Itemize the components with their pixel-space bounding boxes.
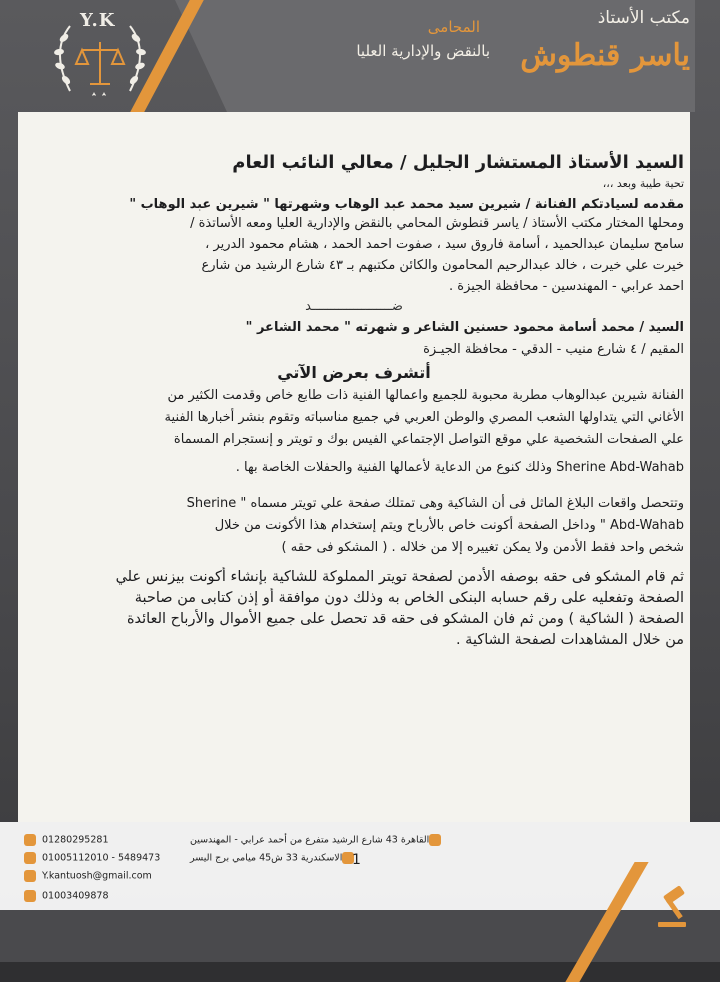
phone-contact: 01003409878 [24,890,109,902]
phone-icon [24,852,36,864]
gavel-icon [650,882,700,932]
address-line: القاهرة 43 شارع الرشيد متفرع من أحمد عرابي - المهندسين [190,834,447,846]
intro-line: مقدمه لسيادتكم الفنانة / شيرين سيد محمد عبد الوهاب وشهرتها " شيرين عبد الوهاب " [129,197,684,212]
document-body [24,150,684,651]
paragraph-line: من خلال المشاهدات لصفحة الشاكية . [455,632,684,648]
intro-line: احمد عرابي - المهندسين - محافظة الجيزة . [449,279,684,294]
against-divider: ضـــــــــــــــــــــد [305,299,403,314]
page-number: 1 [352,852,361,868]
section-subheading: أتشرف بعرض الآتي [277,363,431,382]
paragraph-line: الصفحة ( الشاكية ) ومن ثم فان المشكو فى حقه قد تحصل على جميع الأموال والأرباح العائدة [126,611,684,627]
paragraph-line: Sherine Abd-Wahab وذلك كنوع من الدعاية لأعمالها الفنية والحفلات الخاصة بها . [235,460,684,475]
lawyer-specialization: بالنقض والإدارية العليا [356,42,490,60]
phone-contact: 01280295281 [24,834,109,846]
logo-initials: Y.K [80,10,116,31]
paragraph-line: ثم قام المشكو فى حقه بوصفه الأدمن لصفحة تويتر المملوكة للشاكية بإنشاء أكونت بيزنس علي [115,569,684,585]
email-icon [24,870,36,882]
phone-icon [24,890,36,902]
paragraph-line: وتتحصل واقعات البلاغ الماثل فى أن الشاكية وهى تمتلك صفحة علي تويتر مسماه " Sherine [186,496,684,511]
addressee-title: السيد الأستاذ المستشار الجليل / معالي النائب العام [232,152,684,173]
letterhead-header [0,0,720,112]
intro-line: خيرت علي خيرت ، خالد عبدالرحيم المحامون والكائن مكتبهم بـ ٤٣ شارع الرشيد من شارع [201,258,684,273]
paragraph-line: Abd-Wahab " وداخل الصفحة أكونت خاص بالأرباح ويتم إستخدام هذا الأكونت من خلال [214,518,684,533]
residence-line: المقيم / ٤ شارع منيب - الدقي - محافظة الجيـزة [423,342,684,357]
paragraph-line: الصفحة وتفعليه على رقم حسابه البنكى الخاص به وذلك دون موافقة أو إذن كتابى من صاحبة [134,590,684,606]
firm-name: ياسر قنطوش [520,38,690,73]
paragraph-line: الفنانة شيرين عبدالوهاب مطربة محبوبة للجميع واعمالها الفنية ذات طابع خاص وقدمت الكثير من [167,388,684,403]
intro-line: سامح سليمان عبدالحميد ، أسامة فاروق سيد ، صفوت احمد الحمد ، هشام محمود الدرير ، [205,237,684,252]
location-pin-icon [429,834,441,846]
lawyer-title: المحامى [427,18,480,36]
paragraph-line: علي الصفحات الشخصية علي موقع التواصل الإجتماعي الفيس بوك و تويتر و إنستجرام المسماة [173,432,684,447]
paragraph-line: شخص واحد فقط الأدمن ولا يمكن تغييره إلا من خلاله . ( المشكو فى حقه ) [281,540,684,555]
greeting: تحية طيبة وبعد ،،، [602,177,684,190]
letterhead-footer [0,822,720,962]
paragraph-line: الأغاني التي يتداولها الشعب المصري والوطن العربي في جميع مناسباته وتقوم بنشر أخبارها الفنية [164,410,684,425]
email-contact: Y.kantuosh@gmail.com [24,870,152,882]
phone-icon [24,834,36,846]
firm-label: مكتب الأستاذ [597,8,690,28]
intro-line: ومحلها المختار مكتب الأستاذ / ياسر قنطوش المحامي بالنقض والإدارية العليا ومعه الأساتذة / [190,216,684,231]
defendant-line: السيد / محمد أسامة محمود حسنين الشاعر و شهرته " محمد الشاعر " [245,320,684,335]
phone-contact: 01005112010 - 5489473 [24,852,160,864]
address-line: الاسكندرية 33 ش45 ميامي برج اليسر [190,852,360,864]
